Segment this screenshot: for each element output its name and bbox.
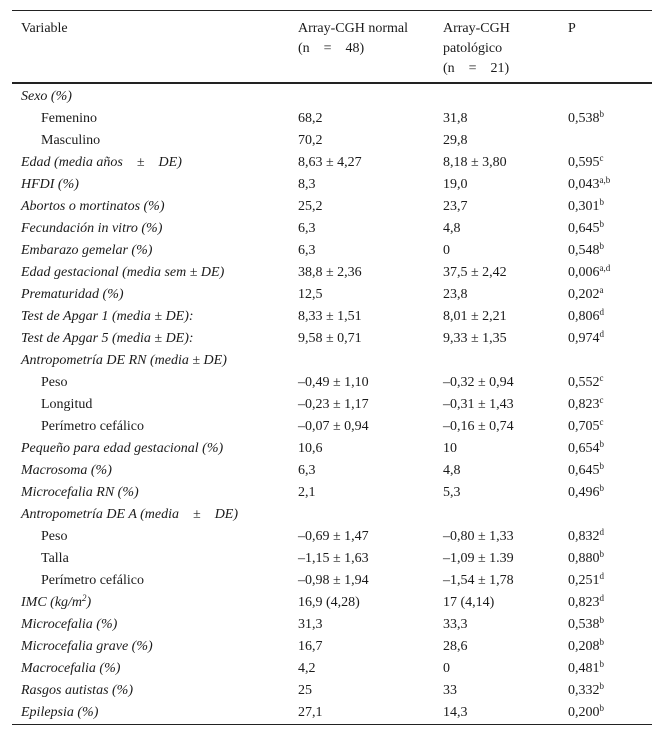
row-variable-text: Test de Apgar 1 (media ± DE): — [21, 309, 194, 324]
row-variable-tail: ) — [86, 595, 92, 610]
table-row — [12, 394, 652, 416]
table-row — [12, 262, 652, 284]
header-array-patologico-line1: Array-CGH — [443, 21, 510, 36]
row-variable-label — [41, 108, 97, 130]
row-array-patologico-value: 17 (4,14) — [443, 595, 495, 610]
row-p-number: 0,202 — [568, 287, 600, 302]
table-row — [12, 218, 652, 240]
row-p-number: 0,823 — [568, 595, 600, 610]
row-p-number: 0,251 — [568, 573, 600, 588]
table-row — [12, 570, 652, 592]
row-array-patologico-value: 29,8 — [443, 133, 468, 148]
row-p-footnote-superscript: d — [599, 329, 604, 339]
row-array-patologico-value: 0 — [443, 661, 450, 676]
row-variable-label — [21, 328, 194, 350]
row-p-footnote-superscript: a,b — [599, 175, 611, 185]
row-p-number: 0,832 — [568, 529, 600, 544]
row-variable-label — [21, 86, 72, 108]
bottom-rule — [12, 724, 652, 725]
row-p-footnote-superscript: c — [599, 417, 604, 427]
row-array-patologico-value: 33,3 — [443, 617, 468, 632]
row-variable-label — [41, 372, 67, 394]
row-p-value — [568, 702, 604, 724]
row-p-number: 0,496 — [568, 485, 600, 500]
row-p-value — [568, 262, 610, 284]
row-variable-text: Embarazo gemelar (%) — [21, 243, 153, 258]
row-p-value — [568, 526, 604, 548]
table-row — [12, 482, 652, 504]
row-array-patologico-value: 37,5 ± 2,42 — [443, 265, 507, 280]
row-variable-superscript: 2 — [82, 593, 87, 603]
table-row — [12, 174, 652, 196]
row-p-value — [568, 152, 604, 174]
row-array-patologico-value: 4,8 — [443, 463, 461, 478]
row-p-value — [568, 394, 604, 416]
row-p-number: 0,548 — [568, 243, 600, 258]
row-array-patologico-value: 8,01 ± 2,21 — [443, 309, 507, 324]
table-row — [12, 350, 652, 372]
table-row — [12, 658, 652, 680]
table-row — [12, 592, 652, 614]
row-variable-label — [21, 240, 152, 262]
row-p-footnote-superscript: a — [599, 285, 604, 295]
table-row — [12, 416, 652, 438]
row-array-normal-value: 10,6 — [298, 441, 323, 456]
row-p-footnote-superscript: d — [599, 593, 604, 603]
row-array-normal-value: 12,5 — [298, 287, 323, 302]
row-variable-label — [41, 526, 67, 548]
table-row — [12, 108, 652, 130]
row-p-footnote-superscript: b — [599, 703, 604, 713]
row-p-value — [568, 614, 604, 636]
row-p-value — [568, 174, 610, 196]
row-p-number: 0,332 — [568, 683, 600, 698]
table-row — [12, 196, 652, 218]
row-array-normal-value: 16,9 (4,28) — [298, 595, 360, 610]
table-row — [12, 702, 652, 724]
row-variable-label — [41, 548, 69, 570]
header-array-patologico-line3: (n = 21) — [443, 61, 510, 76]
row-variable-text: Sexo (%) — [21, 89, 72, 104]
row-variable-label — [21, 306, 194, 328]
table-row — [12, 548, 652, 570]
table-header — [12, 11, 652, 82]
row-p-number: 0,705 — [568, 419, 600, 434]
row-p-footnote-superscript: b — [599, 483, 604, 493]
row-variable-text: Microcefalia RN (%) — [21, 485, 139, 500]
row-variable-label — [21, 262, 224, 284]
row-p-number: 0,301 — [568, 199, 600, 214]
row-array-normal-value: 38,8 ± 2,36 — [298, 265, 362, 280]
row-p-footnote-superscript: b — [599, 109, 604, 119]
row-array-patologico-value: 28,6 — [443, 639, 468, 654]
row-array-normal-value: 25,2 — [298, 199, 323, 214]
row-array-patologico-value: 19,0 — [443, 177, 468, 192]
row-variable-text: IMC (kg/m — [21, 595, 83, 610]
row-array-normal-value: 27,1 — [298, 705, 323, 720]
header-array-normal-line1: Array-CGH normal — [298, 21, 409, 36]
row-variable-label — [21, 196, 165, 218]
row-variable-text: Abortos o mortinatos (%) — [21, 199, 165, 214]
row-p-number: 0,823 — [568, 397, 600, 412]
header-array-normal-line2: (n = 48) — [298, 41, 365, 56]
row-variable-label — [21, 460, 112, 482]
row-p-footnote-superscript: b — [599, 637, 604, 647]
row-variable-label — [21, 438, 223, 460]
row-p-footnote-superscript: b — [599, 615, 604, 625]
row-p-value — [568, 438, 604, 460]
row-variable-label — [21, 680, 133, 702]
row-variable-label — [21, 482, 139, 504]
row-variable-label — [21, 284, 124, 306]
header-variable: Variable — [21, 21, 68, 36]
row-array-normal-value: 8,33 ± 1,51 — [298, 309, 362, 324]
table-row — [12, 680, 652, 702]
row-array-normal-value: –0,98 ± 1,94 — [298, 573, 369, 588]
header-array-normal — [298, 19, 408, 59]
row-array-patologico-value: –1,54 ± 1,78 — [443, 573, 514, 588]
row-array-normal-value: –0,69 ± 1,47 — [298, 529, 369, 544]
row-p-number: 0,481 — [568, 661, 600, 676]
row-p-footnote-superscript: b — [599, 241, 604, 251]
row-variable-text: Rasgos autistas (%) — [21, 683, 133, 698]
row-array-normal-value: –0,23 ± 1,17 — [298, 397, 369, 412]
row-array-normal-value: 31,3 — [298, 617, 323, 632]
row-variable-text: Microcefalia (%) — [21, 617, 118, 632]
row-variable-label — [21, 592, 91, 614]
row-p-footnote-superscript: a,d — [599, 263, 611, 273]
row-variable-label — [21, 504, 238, 526]
row-array-normal-value: 8,3 — [298, 177, 316, 192]
row-array-normal-value: 16,7 — [298, 639, 323, 654]
table-row — [12, 438, 652, 460]
row-p-footnote-superscript: b — [599, 439, 604, 449]
row-variable-text: Test de Apgar 5 (media ± DE): — [21, 331, 194, 346]
table-row — [12, 306, 652, 328]
row-p-value — [568, 328, 604, 350]
row-variable-text: Antropometría DE A (media ± DE) — [21, 507, 239, 522]
row-p-number: 0,974 — [568, 331, 600, 346]
row-p-number: 0,200 — [568, 705, 600, 720]
row-array-normal-value: –0,49 ± 1,10 — [298, 375, 369, 390]
row-array-patologico-value: 0 — [443, 243, 450, 258]
row-variable-text: Perímetro cefálico — [41, 573, 145, 588]
header-array-patologico — [443, 19, 510, 79]
table-row — [12, 152, 652, 174]
row-p-value — [568, 570, 604, 592]
table-row — [12, 526, 652, 548]
row-variable-label — [21, 152, 182, 174]
row-p-value — [568, 218, 604, 240]
row-variable-text: Talla — [41, 551, 69, 566]
row-p-number: 0,595 — [568, 155, 600, 170]
row-p-number: 0,645 — [568, 221, 600, 236]
row-variable-label — [21, 658, 120, 680]
row-variable-text: Microcefalia grave (%) — [21, 639, 153, 654]
row-p-value — [568, 460, 604, 482]
row-array-patologico-value: 14,3 — [443, 705, 468, 720]
row-variable-label — [41, 130, 100, 152]
row-p-footnote-superscript: d — [599, 571, 604, 581]
table-row — [12, 460, 652, 482]
table-row — [12, 328, 652, 350]
row-p-number: 0,645 — [568, 463, 600, 478]
row-p-number: 0,552 — [568, 375, 600, 390]
row-variable-text: Perímetro cefálico — [41, 419, 145, 434]
row-array-normal-value: 2,1 — [298, 485, 316, 500]
row-array-normal-value: 6,3 — [298, 463, 316, 478]
data-table — [12, 10, 652, 725]
row-array-normal-value: 68,2 — [298, 111, 323, 126]
row-p-value — [568, 108, 604, 130]
row-p-value — [568, 592, 604, 614]
row-p-value — [568, 240, 604, 262]
table-row — [12, 372, 652, 394]
table-row — [12, 284, 652, 306]
table-row — [12, 86, 652, 108]
row-variable-text: Edad (media años ± DE) — [21, 155, 182, 170]
row-p-footnote-superscript: c — [599, 153, 604, 163]
row-array-patologico-value: 33 — [443, 683, 457, 698]
row-p-footnote-superscript: c — [599, 373, 604, 383]
row-array-patologico-value: 31,8 — [443, 111, 468, 126]
row-variable-label — [21, 636, 153, 658]
row-p-number: 0,538 — [568, 111, 600, 126]
row-variable-text: Macrocefalia (%) — [21, 661, 121, 676]
row-variable-text: Prematuridad (%) — [21, 287, 124, 302]
row-p-footnote-superscript: b — [599, 461, 604, 471]
header-p-value: P — [568, 21, 576, 36]
row-array-normal-value: 25 — [298, 683, 312, 698]
row-variable-text: Antropometría DE RN (media ± DE) — [21, 353, 227, 368]
row-p-value — [568, 680, 604, 702]
row-variable-text: Peso — [41, 375, 68, 390]
row-variable-label — [21, 218, 162, 240]
row-p-footnote-superscript: b — [599, 659, 604, 669]
row-p-number: 0,006 — [568, 265, 600, 280]
header-array-patologico-line2: patológico — [443, 41, 503, 56]
row-array-patologico-value: 9,33 ± 1,35 — [443, 331, 507, 346]
row-p-value — [568, 306, 604, 328]
row-variable-text: Longitud — [41, 397, 93, 412]
row-array-patologico-value: 10 — [443, 441, 457, 456]
table-row — [12, 504, 652, 526]
row-p-footnote-superscript: b — [599, 549, 604, 559]
row-array-patologico-value: –1,09 ± 1.39 — [443, 551, 514, 566]
row-variable-text: Fecundación in vitro (%) — [21, 221, 163, 236]
table-row — [12, 614, 652, 636]
row-variable-label — [21, 702, 98, 724]
row-variable-label — [41, 394, 92, 416]
row-array-normal-value: 70,2 — [298, 133, 323, 148]
row-array-normal-value: 4,2 — [298, 661, 316, 676]
row-variable-label — [21, 614, 117, 636]
row-variable-text: HFDI (%) — [21, 177, 79, 192]
row-array-patologico-value: 23,8 — [443, 287, 468, 302]
row-p-number: 0,880 — [568, 551, 600, 566]
row-array-normal-value: 6,3 — [298, 243, 316, 258]
table-row — [12, 636, 652, 658]
row-array-patologico-value: –0,31 ± 1,43 — [443, 397, 514, 412]
row-variable-text: Masculino — [41, 133, 101, 148]
row-p-footnote-superscript: b — [599, 681, 604, 691]
row-variable-text: Femenino — [41, 111, 97, 126]
row-p-value — [568, 636, 604, 658]
row-p-value — [568, 284, 604, 306]
row-p-number: 0,538 — [568, 617, 600, 632]
row-array-normal-value: 9,58 ± 0,71 — [298, 331, 362, 346]
row-variable-text: Edad gestacional (media sem ± DE) — [21, 265, 225, 280]
row-p-value — [568, 658, 604, 680]
row-variable-label — [21, 350, 227, 372]
row-array-patologico-value: –0,16 ± 0,74 — [443, 419, 514, 434]
row-array-normal-value: –0,07 ± 0,94 — [298, 419, 369, 434]
row-array-patologico-value: 8,18 ± 3,80 — [443, 155, 507, 170]
row-array-patologico-value: 5,3 — [443, 485, 461, 500]
row-variable-label — [21, 174, 79, 196]
table-body — [12, 84, 652, 724]
row-array-patologico-value: 4,8 — [443, 221, 461, 236]
row-p-footnote-superscript: b — [599, 197, 604, 207]
row-p-number: 0,806 — [568, 309, 600, 324]
row-array-patologico-value: –0,80 ± 1,33 — [443, 529, 514, 544]
table-row — [12, 240, 652, 262]
row-variable-text: Macrosoma (%) — [21, 463, 112, 478]
row-variable-label — [41, 570, 144, 592]
row-array-normal-value: 8,63 ± 4,27 — [298, 155, 362, 170]
row-array-normal-value: –1,15 ± 1,63 — [298, 551, 369, 566]
row-p-number: 0,654 — [568, 441, 600, 456]
row-variable-label — [41, 416, 144, 438]
row-variable-text: Peso — [41, 529, 68, 544]
row-p-value — [568, 196, 604, 218]
table-row — [12, 130, 652, 152]
row-p-footnote-superscript: c — [599, 395, 604, 405]
row-array-patologico-value: –0,32 ± 0,94 — [443, 375, 514, 390]
row-array-patologico-value: 23,7 — [443, 199, 468, 214]
row-p-value — [568, 548, 604, 570]
row-p-footnote-superscript: d — [599, 307, 604, 317]
row-p-value — [568, 372, 604, 394]
row-variable-text: Pequeño para edad gestacional (%) — [21, 441, 224, 456]
row-array-normal-value: 6,3 — [298, 221, 316, 236]
row-p-number: 0,043 — [568, 177, 600, 192]
row-p-footnote-superscript: b — [599, 219, 604, 229]
row-variable-text: Epilepsia (%) — [21, 705, 99, 720]
row-p-number: 0,208 — [568, 639, 600, 654]
row-p-value — [568, 482, 604, 504]
row-p-footnote-superscript: d — [599, 527, 604, 537]
row-p-value — [568, 416, 604, 438]
